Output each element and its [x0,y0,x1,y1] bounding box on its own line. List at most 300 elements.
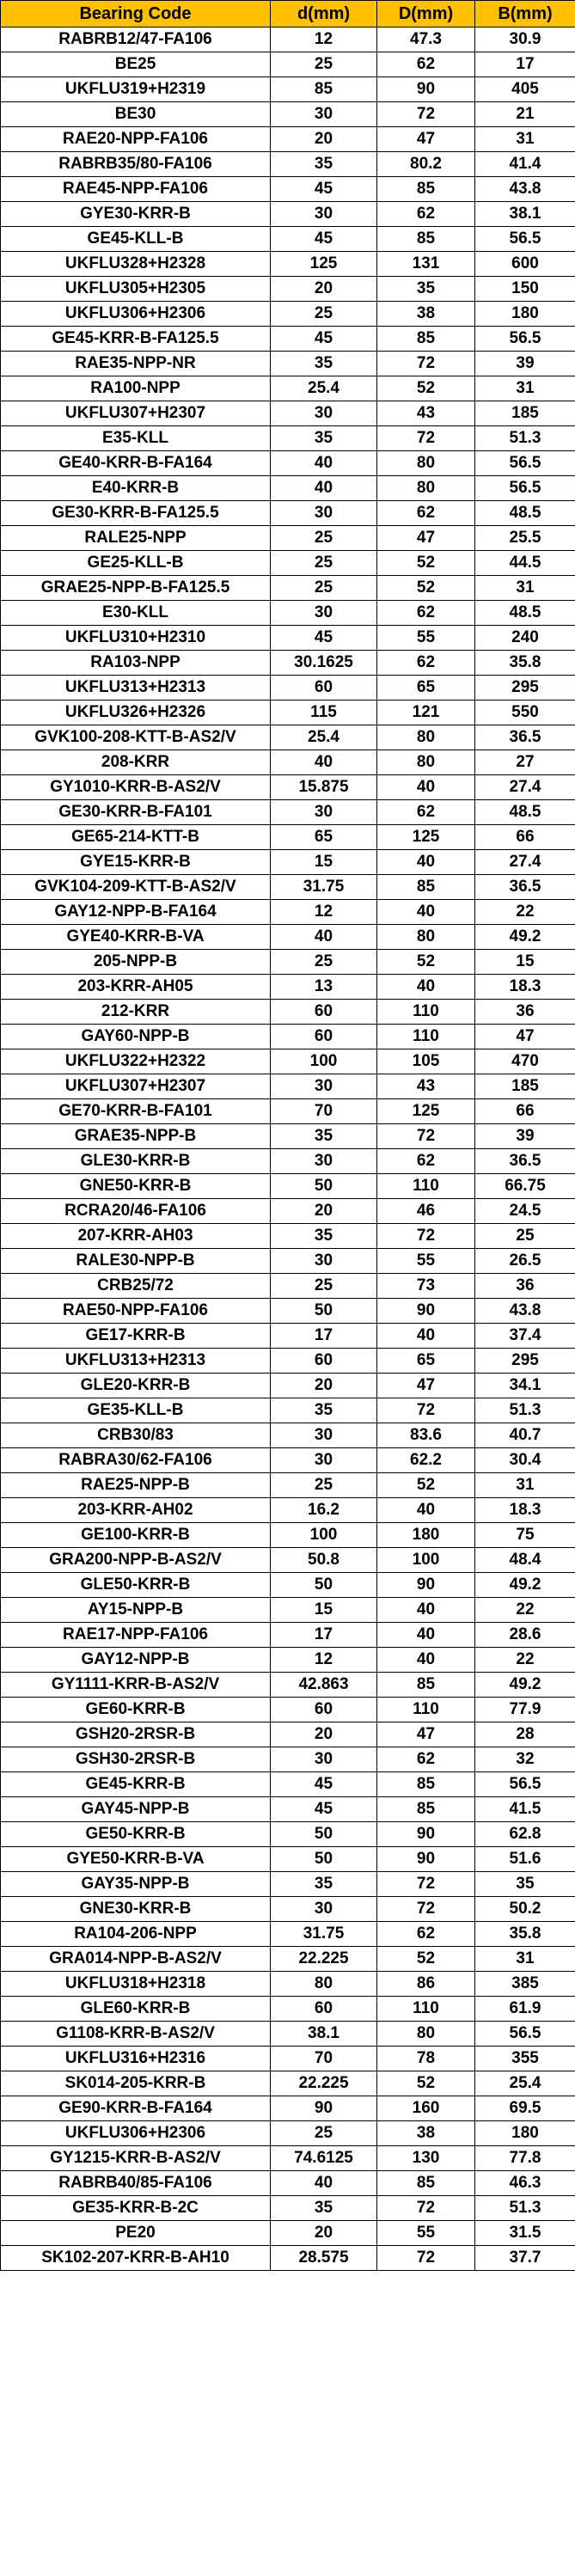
cell-inner-diameter: 20 [271,2221,377,2246]
cell-inner-diameter: 20 [271,277,377,302]
cell-bearing-code: UKFLU326+H2326 [1,701,271,725]
table-row [1,227,575,252]
cell-bearing-code: UKFLU322+H2322 [1,1049,271,1074]
cell-inner-diameter: 30 [271,1448,377,1473]
cell-inner-diameter: 28.575 [271,2246,377,2271]
cell-width: 37.7 [475,2246,575,2271]
cell-outer-diameter: 90 [377,77,475,102]
table-row [1,1772,575,1797]
cell-bearing-code: GAY12-NPP-B [1,1648,271,1673]
cell-inner-diameter: 25 [271,576,377,601]
table-row [1,1473,575,1498]
cell-bearing-code: 205-NPP-B [1,950,271,975]
cell-inner-diameter: 35 [271,1224,377,1249]
cell-bearing-code: GYE15-KRR-B [1,850,271,875]
cell-width: 36.5 [475,875,575,900]
cell-width: 56.5 [475,227,575,252]
cell-bearing-code: GY1111-KRR-B-AS2/V [1,1673,271,1698]
cell-inner-diameter: 35 [271,1398,377,1423]
cell-bearing-code: BE30 [1,102,271,127]
cell-bearing-code: AY15-NPP-B [1,1598,271,1623]
cell-width: 36.5 [475,725,575,750]
cell-inner-diameter: 30 [271,202,377,227]
cell-width: 56.5 [475,476,575,501]
cell-width: 49.2 [475,925,575,950]
cell-outer-diameter: 62 [377,1747,475,1772]
cell-outer-diameter: 73 [377,1274,475,1299]
cell-inner-diameter: 40 [271,925,377,950]
table-row [1,800,575,825]
table-row [1,1074,575,1099]
table-row [1,1722,575,1747]
table-row [1,1822,575,1847]
table-row [1,1274,575,1299]
cell-outer-diameter: 85 [377,1797,475,1822]
table-row [1,1398,575,1423]
cell-inner-diameter: 25 [271,52,377,77]
cell-bearing-code: UKFLU306+H2306 [1,302,271,327]
table-row [1,1099,575,1124]
table-row [1,2096,575,2121]
table-row [1,850,575,875]
cell-inner-diameter: 70 [271,2047,377,2071]
table-row [1,302,575,327]
cell-bearing-code: GE50-KRR-B [1,1822,271,1847]
cell-outer-diameter: 52 [377,1473,475,1498]
cell-inner-diameter: 65 [271,825,377,850]
cell-inner-diameter: 30 [271,800,377,825]
cell-outer-diameter: 47 [377,526,475,551]
table-row [1,825,575,850]
cell-inner-diameter: 40 [271,750,377,775]
cell-bearing-code: UKFLU307+H2307 [1,1074,271,1099]
cell-bearing-code: RA100-NPP [1,376,271,401]
cell-inner-diameter: 115 [271,701,377,725]
cell-outer-diameter: 40 [377,900,475,925]
cell-inner-diameter: 12 [271,900,377,925]
table-row [1,1000,575,1025]
cell-bearing-code: GE30-KRR-B-FA125.5 [1,501,271,526]
table-row [1,1349,575,1374]
cell-width: 46.3 [475,2171,575,2196]
table-row [1,1174,575,1199]
cell-bearing-code: GRA200-NPP-B-AS2/V [1,1548,271,1573]
cell-bearing-code: GRAE35-NPP-B [1,1124,271,1149]
cell-outer-diameter: 62 [377,1149,475,1174]
cell-inner-diameter: 40 [271,476,377,501]
cell-width: 48.5 [475,800,575,825]
cell-outer-diameter: 80 [377,925,475,950]
cell-bearing-code: E40-KRR-B [1,476,271,501]
table-row [1,2071,575,2096]
cell-width: 47 [475,1025,575,1049]
cell-bearing-code: RAE35-NPP-NR [1,352,271,376]
cell-bearing-code: GE100-KRR-B [1,1523,271,1548]
cell-bearing-code: GE25-KLL-B [1,551,271,576]
cell-outer-diameter: 90 [377,1573,475,1598]
cell-outer-diameter: 105 [377,1049,475,1074]
table-row [1,2022,575,2047]
table-row [1,1049,575,1074]
cell-bearing-code: UKFLU318+H2318 [1,1972,271,1997]
cell-outer-diameter: 110 [377,1997,475,2022]
cell-width: 66 [475,825,575,850]
cell-bearing-code: RABRB12/47-FA106 [1,28,271,52]
table-row [1,1847,575,1872]
table-row [1,277,575,302]
cell-inner-diameter: 25 [271,302,377,327]
cell-width: 27.4 [475,850,575,875]
table-row [1,676,575,701]
table-row [1,451,575,476]
cell-bearing-code: CRB30/83 [1,1423,271,1448]
cell-outer-diameter: 52 [377,576,475,601]
cell-width: 36.5 [475,1149,575,1174]
header-row [1,1,575,28]
cell-outer-diameter: 43 [377,1074,475,1099]
cell-width: 41.5 [475,1797,575,1822]
table-row [1,1947,575,1972]
cell-width: 61.9 [475,1997,575,2022]
header-width: B(mm) [475,1,575,28]
cell-inner-diameter: 50 [271,1174,377,1199]
cell-width: 22 [475,1648,575,1673]
cell-outer-diameter: 160 [377,2096,475,2121]
cell-outer-diameter: 62 [377,601,475,626]
cell-inner-diameter: 25 [271,551,377,576]
table-row [1,1199,575,1224]
cell-inner-diameter: 16.2 [271,1498,377,1523]
cell-inner-diameter: 30 [271,1149,377,1174]
cell-width: 28.6 [475,1623,575,1648]
cell-width: 17 [475,52,575,77]
table-row [1,1623,575,1648]
cell-bearing-code: GYE40-KRR-B-VA [1,925,271,950]
table-row [1,875,575,900]
cell-outer-diameter: 90 [377,1299,475,1324]
table-row [1,576,575,601]
cell-bearing-code: GAY60-NPP-B [1,1025,271,1049]
cell-bearing-code: UKFLU306+H2306 [1,2121,271,2146]
table-row [1,152,575,177]
cell-bearing-code: RAE25-NPP-B [1,1473,271,1498]
table-row [1,2146,575,2171]
table-row [1,2047,575,2071]
table-row [1,925,575,950]
cell-inner-diameter: 35 [271,1872,377,1897]
cell-bearing-code: RA103-NPP [1,651,271,676]
table-row [1,1299,575,1324]
cell-outer-diameter: 83.6 [377,1423,475,1448]
cell-inner-diameter: 30 [271,1897,377,1922]
cell-bearing-code: E30-KLL [1,601,271,626]
cell-inner-diameter: 25.4 [271,725,377,750]
table-row [1,975,575,1000]
cell-outer-diameter: 47.3 [377,28,475,52]
cell-bearing-code: 207-KRR-AH03 [1,1224,271,1249]
cell-width: 18.3 [475,975,575,1000]
cell-bearing-code: GAY45-NPP-B [1,1797,271,1822]
table-row [1,2171,575,2196]
cell-outer-diameter: 80 [377,725,475,750]
cell-width: 150 [475,277,575,302]
cell-bearing-code: UKFLU316+H2316 [1,2047,271,2071]
cell-outer-diameter: 78 [377,2047,475,2071]
cell-inner-diameter: 60 [271,676,377,701]
cell-bearing-code: 203-KRR-AH02 [1,1498,271,1523]
cell-inner-diameter: 30 [271,1423,377,1448]
cell-inner-diameter: 35 [271,152,377,177]
cell-width: 31.5 [475,2221,575,2246]
cell-bearing-code: RABRA30/62-FA106 [1,1448,271,1473]
cell-bearing-code: UKFLU313+H2313 [1,1349,271,1374]
cell-inner-diameter: 60 [271,1000,377,1025]
cell-width: 56.5 [475,451,575,476]
cell-width: 62.8 [475,1822,575,1847]
cell-inner-diameter: 20 [271,127,377,152]
cell-width: 22 [475,900,575,925]
cell-inner-diameter: 40 [271,2171,377,2196]
cell-width: 51.3 [475,1398,575,1423]
table-row [1,1698,575,1722]
cell-outer-diameter: 85 [377,1673,475,1698]
cell-outer-diameter: 43 [377,401,475,426]
cell-width: 31 [475,376,575,401]
cell-width: 77.8 [475,2146,575,2171]
cell-width: 77.9 [475,1698,575,1722]
cell-bearing-code: UKFLU307+H2307 [1,401,271,426]
cell-outer-diameter: 130 [377,2146,475,2171]
table-row [1,900,575,925]
table-row [1,526,575,551]
cell-width: 180 [475,302,575,327]
table-row [1,950,575,975]
cell-outer-diameter: 85 [377,227,475,252]
cell-bearing-code: GE45-KRR-B [1,1772,271,1797]
table-row [1,202,575,227]
cell-outer-diameter: 40 [377,1648,475,1673]
table-row [1,28,575,52]
cell-outer-diameter: 55 [377,2221,475,2246]
cell-inner-diameter: 70 [271,1099,377,1124]
cell-width: 38.1 [475,202,575,227]
cell-outer-diameter: 72 [377,1124,475,1149]
cell-width: 31 [475,576,575,601]
cell-bearing-code: RALE30-NPP-B [1,1249,271,1274]
cell-inner-diameter: 40 [271,451,377,476]
cell-outer-diameter: 86 [377,1972,475,1997]
table-row [1,2196,575,2221]
cell-inner-diameter: 35 [271,1124,377,1149]
cell-bearing-code: GE40-KRR-B-FA164 [1,451,271,476]
cell-width: 56.5 [475,2022,575,2047]
cell-width: 295 [475,676,575,701]
cell-outer-diameter: 125 [377,825,475,850]
cell-width: 35 [475,1872,575,1897]
cell-bearing-code: GE35-KLL-B [1,1398,271,1423]
cell-outer-diameter: 62 [377,52,475,77]
cell-inner-diameter: 30 [271,601,377,626]
cell-width: 28 [475,1722,575,1747]
cell-outer-diameter: 72 [377,1872,475,1897]
table-row [1,1224,575,1249]
cell-outer-diameter: 40 [377,975,475,1000]
cell-bearing-code: GE17-KRR-B [1,1324,271,1349]
table-row [1,626,575,651]
cell-outer-diameter: 72 [377,2196,475,2221]
cell-bearing-code: GNE50-KRR-B [1,1174,271,1199]
cell-bearing-code: GLE50-KRR-B [1,1573,271,1598]
cell-width: 48.5 [475,501,575,526]
cell-outer-diameter: 131 [377,252,475,277]
cell-inner-diameter: 74.6125 [271,2146,377,2171]
cell-inner-diameter: 60 [271,1997,377,2022]
cell-outer-diameter: 40 [377,1623,475,1648]
cell-inner-diameter: 12 [271,28,377,52]
cell-inner-diameter: 100 [271,1523,377,1548]
cell-inner-diameter: 15 [271,850,377,875]
cell-outer-diameter: 35 [377,277,475,302]
table-row [1,1025,575,1049]
cell-bearing-code: GVK104-209-KTT-B-AS2/V [1,875,271,900]
cell-inner-diameter: 45 [271,1772,377,1797]
cell-bearing-code: GAY12-NPP-B-FA164 [1,900,271,925]
table-row [1,601,575,626]
cell-bearing-code: GVK100-208-KTT-B-AS2/V [1,725,271,750]
cell-outer-diameter: 52 [377,376,475,401]
cell-bearing-code: GE45-KRR-B-FA125.5 [1,327,271,352]
cell-outer-diameter: 52 [377,1947,475,1972]
cell-outer-diameter: 110 [377,1000,475,1025]
cell-outer-diameter: 121 [377,701,475,725]
cell-bearing-code: GY1215-KRR-B-AS2/V [1,2146,271,2171]
table-row [1,775,575,800]
cell-outer-diameter: 85 [377,327,475,352]
cell-width: 40.7 [475,1423,575,1448]
table-row [1,551,575,576]
cell-inner-diameter: 45 [271,327,377,352]
table-row [1,52,575,77]
cell-inner-diameter: 50 [271,1299,377,1324]
table-row [1,376,575,401]
cell-bearing-code: GE60-KRR-B [1,1698,271,1722]
table-row [1,725,575,750]
cell-outer-diameter: 65 [377,1349,475,1374]
cell-width: 43.8 [475,1299,575,1324]
cell-width: 36 [475,1274,575,1299]
cell-bearing-code: 208-KRR [1,750,271,775]
table-row [1,476,575,501]
cell-width: 51.3 [475,426,575,451]
cell-bearing-code: GRA014-NPP-B-AS2/V [1,1947,271,1972]
cell-width: 32 [475,1747,575,1772]
cell-outer-diameter: 90 [377,1822,475,1847]
cell-outer-diameter: 85 [377,1772,475,1797]
cell-inner-diameter: 90 [271,2096,377,2121]
cell-outer-diameter: 40 [377,775,475,800]
cell-width: 27.4 [475,775,575,800]
cell-outer-diameter: 52 [377,2071,475,2096]
table-row [1,1124,575,1149]
cell-width: 37.4 [475,1324,575,1349]
cell-inner-diameter: 35 [271,426,377,451]
cell-bearing-code: GE35-KRR-B-2C [1,2196,271,2221]
cell-width: 185 [475,1074,575,1099]
cell-width: 240 [475,626,575,651]
cell-bearing-code: RAE50-NPP-FA106 [1,1299,271,1324]
cell-inner-diameter: 30 [271,1249,377,1274]
cell-width: 35.8 [475,1922,575,1947]
cell-bearing-code: GYE50-KRR-B-VA [1,1847,271,1872]
cell-width: 25 [475,1224,575,1249]
table-row [1,2246,575,2271]
cell-bearing-code: GE30-KRR-B-FA101 [1,800,271,825]
cell-width: 30.9 [475,28,575,52]
table-row [1,1448,575,1473]
cell-inner-diameter: 45 [271,626,377,651]
cell-outer-diameter: 110 [377,1174,475,1199]
cell-inner-diameter: 25 [271,950,377,975]
cell-inner-diameter: 125 [271,252,377,277]
table-row [1,1249,575,1274]
cell-bearing-code: RAE45-NPP-FA106 [1,177,271,202]
table-row [1,127,575,152]
cell-inner-diameter: 30 [271,401,377,426]
cell-bearing-code: E35-KLL [1,426,271,451]
cell-outer-diameter: 80 [377,476,475,501]
cell-outer-diameter: 80 [377,750,475,775]
cell-outer-diameter: 72 [377,102,475,127]
cell-outer-diameter: 62 [377,1922,475,1947]
cell-width: 56.5 [475,1772,575,1797]
cell-bearing-code: SK102-207-KRR-B-AH10 [1,2246,271,2271]
cell-inner-diameter: 50 [271,1822,377,1847]
cell-bearing-code: RALE25-NPP [1,526,271,551]
cell-bearing-code: 212-KRR [1,1000,271,1025]
header-inner-diameter: d(mm) [271,1,377,28]
cell-inner-diameter: 30 [271,1074,377,1099]
cell-bearing-code: RA104-206-NPP [1,1922,271,1947]
cell-bearing-code: RABRB40/85-FA106 [1,2171,271,2196]
cell-width: 43.8 [475,177,575,202]
cell-width: 470 [475,1049,575,1074]
cell-bearing-code: GE45-KLL-B [1,227,271,252]
table-row [1,327,575,352]
table-row [1,77,575,102]
table-row [1,1523,575,1548]
table-row [1,1598,575,1623]
cell-width: 36 [475,1000,575,1025]
cell-bearing-code: GE65-214-KTT-B [1,825,271,850]
cell-inner-diameter: 80 [271,1972,377,1997]
cell-outer-diameter: 40 [377,850,475,875]
cell-width: 48.5 [475,601,575,626]
cell-width: 180 [475,2121,575,2146]
cell-width: 600 [475,252,575,277]
cell-inner-diameter: 30 [271,1747,377,1772]
cell-width: 26.5 [475,1249,575,1274]
cell-inner-diameter: 17 [271,1623,377,1648]
table-row [1,2221,575,2246]
cell-inner-diameter: 50.8 [271,1548,377,1573]
cell-inner-diameter: 60 [271,1349,377,1374]
cell-outer-diameter: 55 [377,1249,475,1274]
table-row [1,651,575,676]
cell-outer-diameter: 40 [377,1324,475,1349]
cell-width: 34.1 [475,1374,575,1398]
cell-outer-diameter: 80.2 [377,152,475,177]
cell-width: 295 [475,1349,575,1374]
